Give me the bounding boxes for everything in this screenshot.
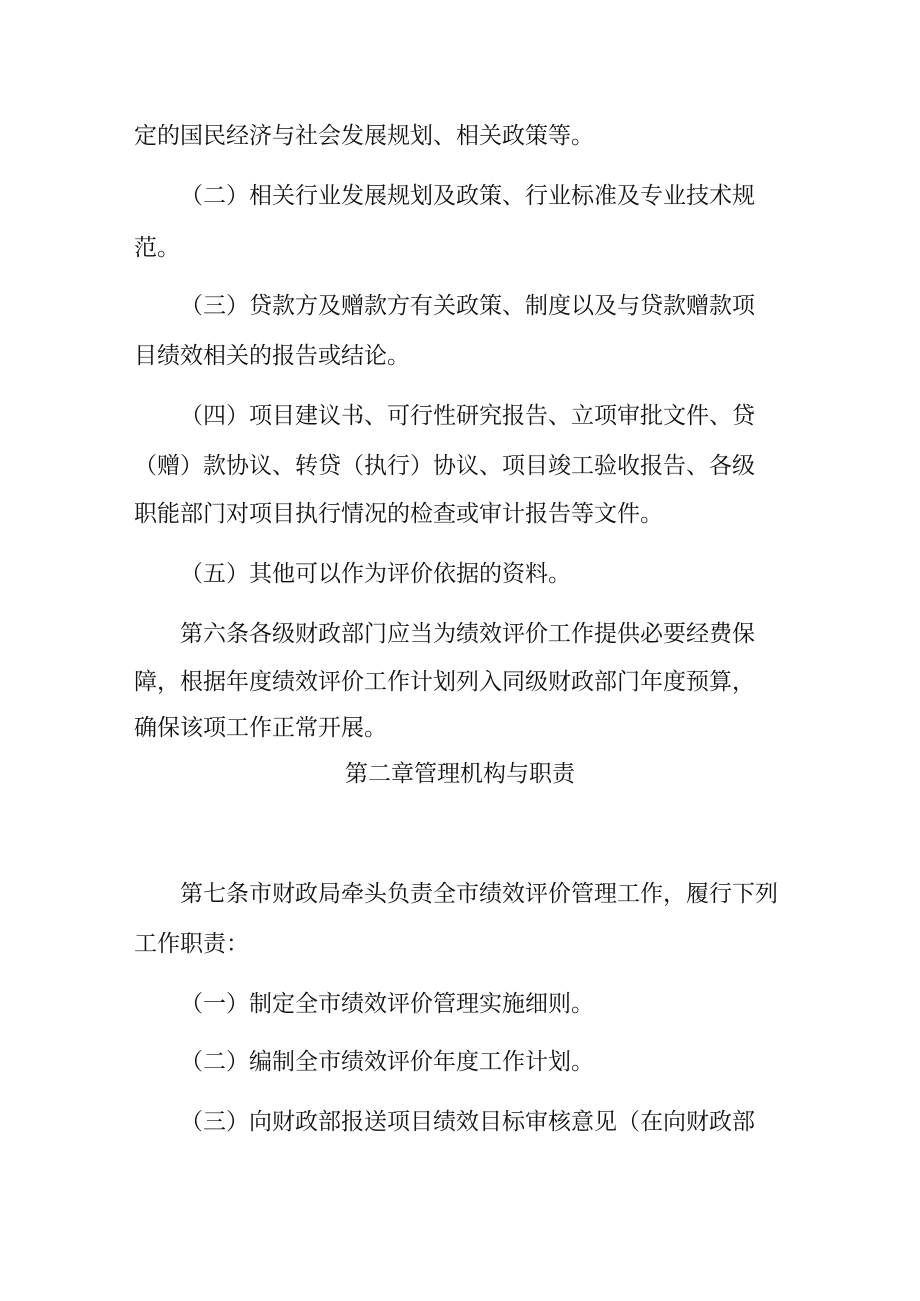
paragraph-line: 确保该项工作正常开展。 — [134, 715, 387, 741]
paragraph-line: （五）其他可以作为评价依据的资料。 — [180, 561, 571, 587]
paragraph-line: （三）向财政部报送项目绩效目标审核意见（在向财政部 — [180, 1109, 755, 1135]
chapter-heading: 第二章管理机构与职责 — [345, 761, 575, 787]
paragraph-line: 第七条市财政局牵头负责全市绩效评价管理工作，履行下列 — [180, 881, 778, 907]
paragraph-line: 障，根据年度绩效评价工作计划列入同级财政部门年度预算， — [134, 669, 755, 695]
paragraph-line: （一）制定全市绩效评价管理实施细则。 — [180, 991, 594, 1017]
paragraph-line: （二）相关行业发展规划及政策、行业标准及专业技术规 — [180, 183, 755, 209]
paragraph-line: （四）项目建议书、可行性研究报告、立项审批文件、贷 — [180, 403, 755, 429]
paragraph-line: 目绩效相关的报告或结论。 — [134, 343, 410, 369]
paragraph-line: 定的国民经济与社会发展规划、相关政策等。 — [134, 123, 594, 149]
paragraph-line: （三）贷款方及赠款方有关政策、制度以及与贷款赠款项 — [180, 293, 755, 319]
paragraph-line: 第六条各级财政部门应当为绩效评价工作提供必要经费保 — [180, 621, 755, 647]
paragraph-line: 范。 — [134, 235, 180, 261]
paragraph-line: （赠）款协议、转贷（执行）协议、项目竣工验收报告、各级 — [134, 453, 755, 479]
paragraph-line: 职能部门对项目执行情况的检查或审计报告等文件。 — [134, 501, 663, 527]
paragraph-line: 工作职责： — [134, 931, 249, 957]
paragraph-line: （二）编制全市绩效评价年度工作计划。 — [180, 1049, 594, 1075]
